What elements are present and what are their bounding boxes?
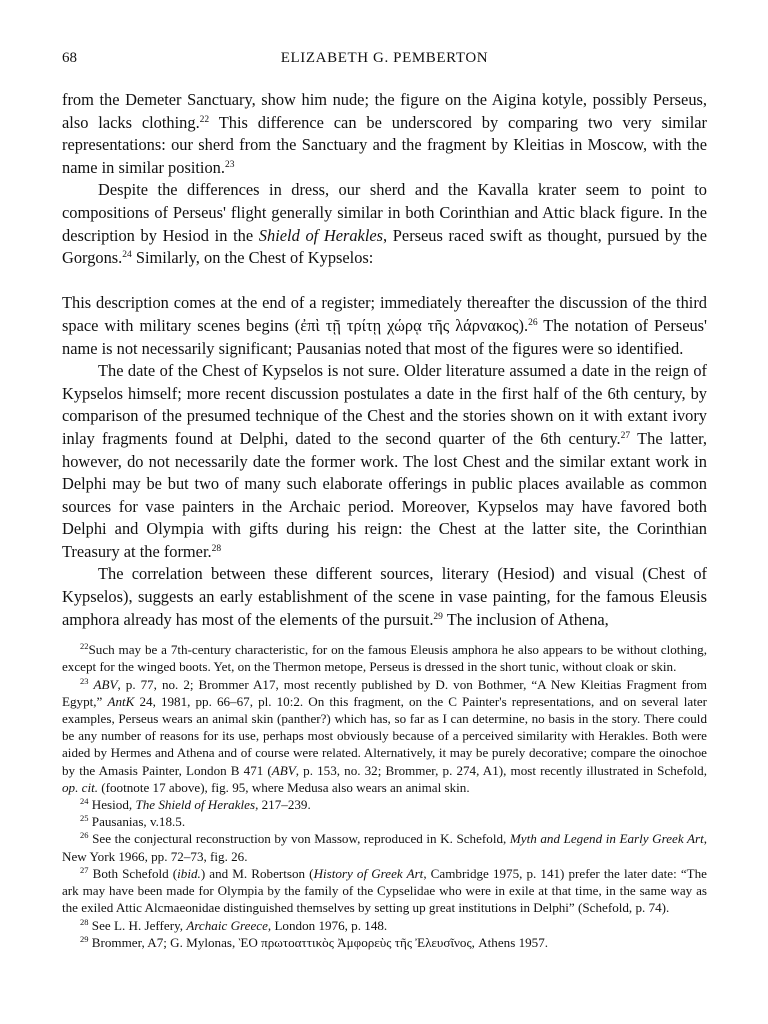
italic-abbrev: ibid. [177,865,201,881]
footnote-number: 24 [80,796,89,807]
footnote-text: , p. 77, no. 2; Brommer A17, most recently published by D. von Bothmer, “A New Kleitias Fragment from Egypt,” [62,676,707,709]
footnote-number: 26 [80,830,89,841]
text-span: , Perseus raced swift as thought, pursued by the Gorgons. [62,225,707,268]
footnote-ref[interactable]: 24 [122,250,132,261]
paragraph-3 [62,292,707,360]
footnote-text: , Athens 1957. [471,934,549,950]
italic-abbrev: ABV [271,762,296,778]
footnote-text: Brommer, A7; G. Mylonas, [91,934,239,950]
text-span: Despite the differences in dress, our sherd and the Kavalla krater seem to point to compositions of Perseus' flight generally similar in both Corinthian and Attic black figure. In the description by Hesiod in the [62,180,707,245]
text-span: This difference can be underscored by comparing two very similar representations: our sherd from the Sanctuary and the fragment by Kleitias in Moscow, with the name in similar position. [62,112,707,177]
text-span: The date of the Chest of Kypselos is not sure. Older literature assumed a date in the reign of Kypselos himself; more recent discussion postulates a date in the first half of the 6th century, by comparison of the presumed technique of the Chest and the stories shown on it with extant ivory inlay fragments found at Delphi, dated to the second quarter of the 6th century. [62,361,707,448]
paragraph-4 [62,360,707,563]
greek-title: ῈΟ πρωτοαττικὸς Ἀμφορεὺς τῆς Ἐλευσῖνος [238,934,472,950]
text-span: The correlation between these different sources, literary (Hesiod) and visual (Chest of Kypselos), suggests an early establishment of the scene in vase painting, for the famous Eleusis amphora already has most of the elements of the pursuit. [62,564,707,629]
footnote-number: 29 [80,933,89,944]
text-span: from the Demeter Sanctuary, show him nude; the figure on the Aigina kotyle, possibly Perseus, also lacks clothing. [62,90,707,132]
footnote-26 [62,830,707,864]
footnote-ref[interactable]: 27 [620,430,631,441]
footnote-25 [62,813,707,830]
italic-title: The Shield of Herakles [135,797,256,813]
page [62,50,707,951]
footnote-number: 23 [80,675,89,686]
text-span: The notation of Perseus' name is not necessarily significant; Pausanias noted that most of the figures were so identified. [62,315,707,358]
footnote-ref[interactable]: 28 [211,543,222,554]
greek-phrase: ἐπὶ τῇ τρίτῃ χώρᾳ τῆς λάρνακος [300,315,519,335]
italic-title: History of Greek Art [313,865,424,881]
footnote-ref[interactable]: 23 [224,159,235,170]
paragraph-5 [62,563,707,631]
text-span: The latter, however, do not necessarily date the former work. The lost Chest and the similar extant work in Delphi may be but two of many such elaborate offerings in public places available as common sources for vase painters in the Archaic period. Moreover, Kypselos may have favored both Delphi and Olympia with gifts during his reign: the Chest at the latter site, the Corinthian Treasury at the former. [62,428,708,561]
footnote-29 [62,934,707,951]
italic-title: Myth and Legend in Early Greek Art [509,831,704,847]
footnote-text: , p. 153, no. 32; Brommer, p. 274, A1), most recently illustrated in Schefold, [295,762,707,778]
italic-title: Shield of Herakles [258,225,384,245]
italic-abbrev: ABV [93,676,118,692]
footnote-22 [62,641,707,675]
footnote-number: 28 [80,916,89,927]
italic-title: Archaic Greece [186,917,268,933]
greek-quotation [62,270,707,293]
text-span: ). [518,315,529,335]
paragraph-2 [62,179,707,269]
italic-abbrev: op. cit. [62,779,99,795]
text-span: Similarly, on the Chest of Kypselos: [131,248,374,268]
footnote-text: Pausanias, v.18.5. [91,814,186,830]
footnote-text: , Cambridge 1975, p. 141) prefer the later date: “The ark may have been made for Olympia by the family of the Cypselidae who were in exile at that time, in the same way as the exiled Attic Alcmaeonidae distinguished themselves by setting up great institutions in Delphi” (Schefold, p. 74). [62,865,707,916]
footnote-text: Both Schefold ( [92,865,178,881]
footnote-28 [62,917,707,934]
text-span: This description comes at the end of a register; immediately thereafter the discussion of the third space with military scenes begins ( [62,293,707,335]
body-text [62,89,707,631]
text-span: The inclusion of Athena, [442,609,609,629]
footnote-text: , New York 1966, pp. 72–73, fig. 26. [62,831,707,864]
footnote-text: , London 1976, p. 148. [267,917,388,933]
footnotes [62,641,707,951]
footnote-24 [62,796,707,813]
footnote-text: Such may be a 7th-century characteristic, for on the famous Eleusis amphora he also appears to be without clothing, except for the winged boots. Yet, on the Thermon metope, Perseus is dressed in the short tunic, without cloak or skin. [62,642,707,675]
footnote-ref[interactable]: 26 [528,317,538,328]
footnote-text: See L. H. Jeffery, [91,917,187,933]
page-number: 68 [62,50,77,66]
footnote-text: See the conjectural reconstruction by von Massow, reproduced in K. Schefold, [92,831,510,847]
page-header [62,50,707,67]
footnote-number: 22 [80,641,89,652]
footnote-text: (footnote 17 above), fig. 95, where Medusa also wears an animal skin. [98,779,470,795]
footnote-23 [62,676,707,796]
footnote-number: 27 [80,864,89,875]
footnote-text: ) and M. Robertson ( [200,865,314,881]
italic-abbrev: AntK [107,693,135,709]
footnote-text: Hesiod, [91,797,136,813]
footnote-ref[interactable]: 29 [433,611,443,622]
footnote-ref[interactable]: 22 [199,114,210,125]
footnote-27 [62,865,707,917]
paragraph-1 [62,89,707,179]
running-head: ELIZABETH G. PEMBERTON [280,50,489,66]
footnote-text: , 217–239. [255,797,311,813]
footnote-number: 25 [80,813,89,824]
footnote-text: 24, 1981, pp. 66–67, pl. 10:2. On this fragment, on the C Painter's representations, and on several later examples, Perseus wears an animal skin (panther?) which has, so far as I can determine, no basis in the story. There could be any number of reasons for its use, perhaps most obviously because of a perceived similarity with Herakles. Both were aided by Hermes and Athena and of course were related. Alternatively, it may be purely decorative; compare the oinochoe by the Amasis Painter, London B 471 ( [62,693,708,778]
